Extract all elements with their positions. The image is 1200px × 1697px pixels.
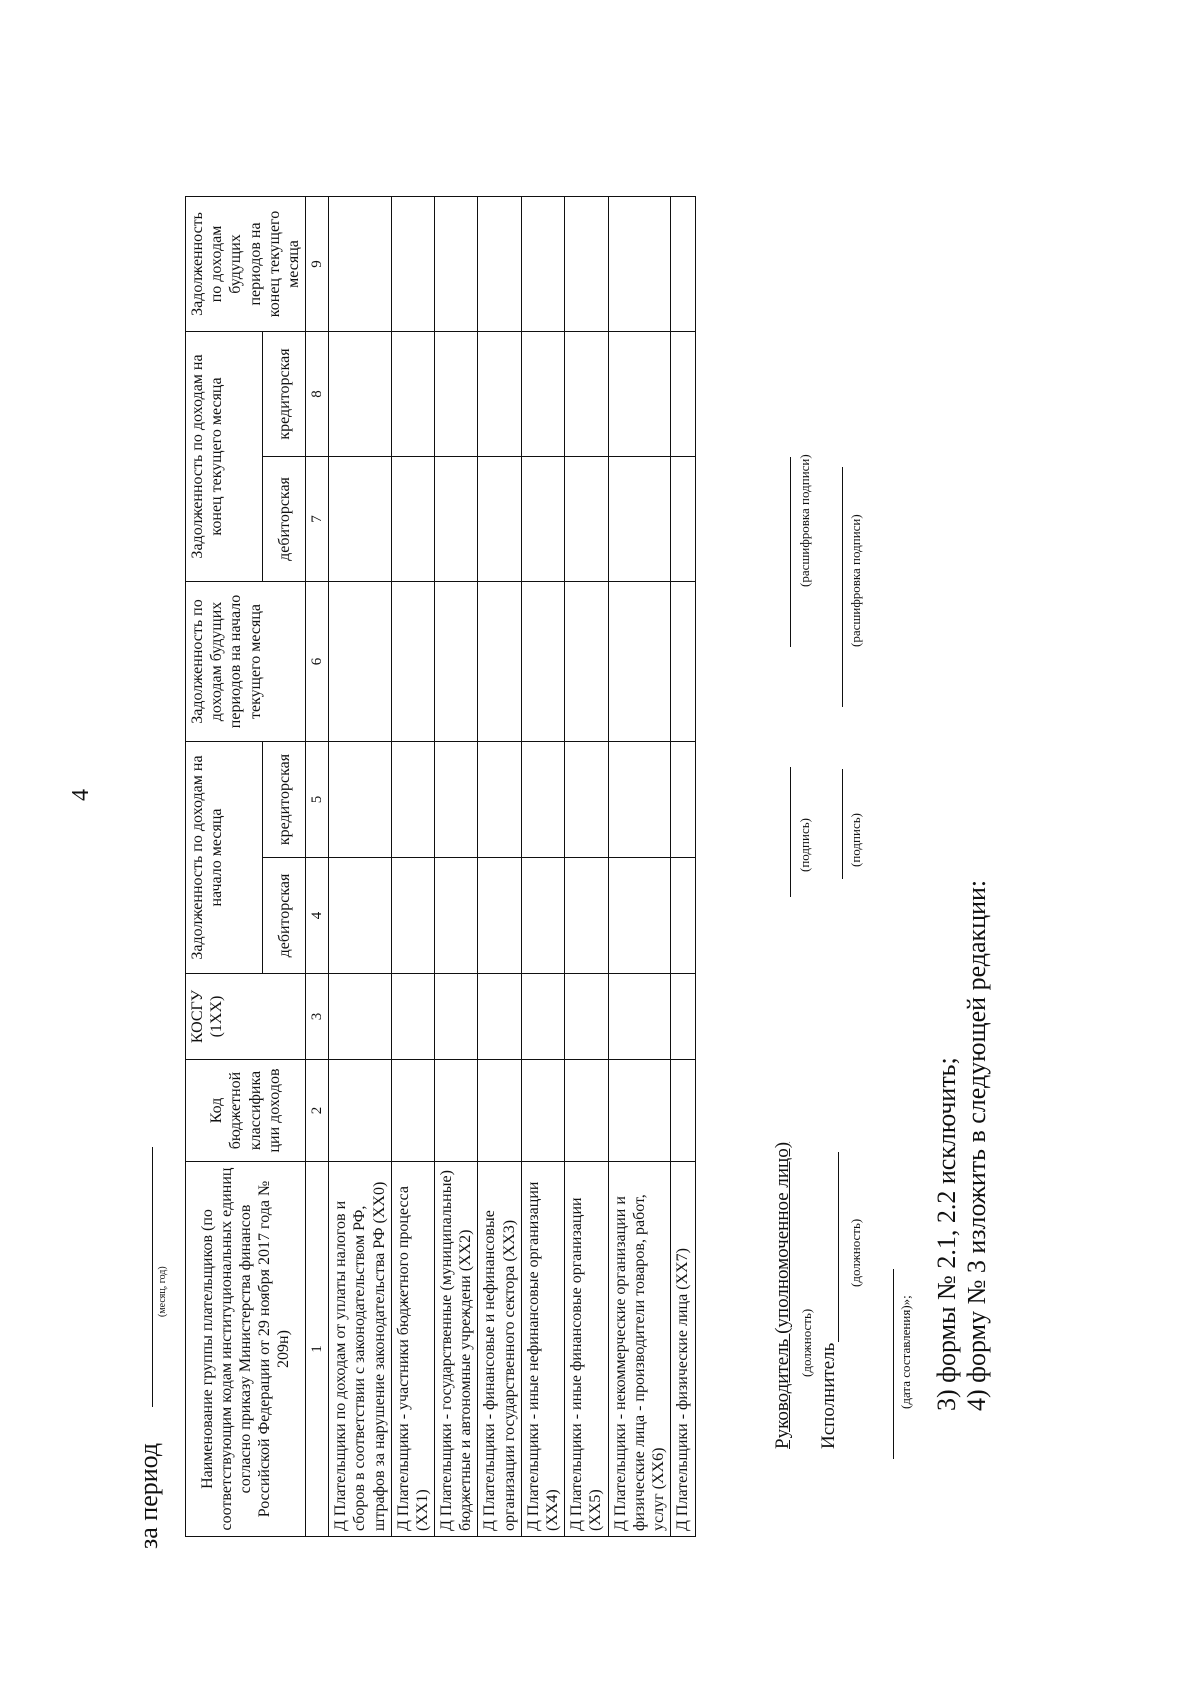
header-end-debit: дебиторская <box>263 456 306 581</box>
executor-decoding-line <box>842 467 843 707</box>
table-row <box>435 196 478 1536</box>
row-name: Д Плательщики - участники бюджетного процесса (ХХ1) <box>391 1162 434 1537</box>
column-number: 2 <box>306 1060 329 1162</box>
header-kosgu: КОСГУ (1ХХ) <box>186 974 306 1060</box>
column-number: 9 <box>306 196 329 331</box>
date-caption: (дата составления)»; <box>898 1295 913 1409</box>
period-label: за период <box>134 1442 163 1549</box>
column-numbers-row <box>306 196 329 1536</box>
item-3: 3) формы № 2.1, 2.2 исключить; <box>932 1057 961 1411</box>
column-number: 1 <box>306 1162 329 1537</box>
date-line <box>893 1269 894 1459</box>
table-row <box>671 196 696 1536</box>
header-debt-end: Задолженность по доходам на конец текущего месяца <box>186 331 263 581</box>
header-budget-code: Код бюджетной классифика ции доходов <box>186 1060 306 1162</box>
table-row <box>329 196 392 1536</box>
column-number: 3 <box>306 974 329 1060</box>
head-label: Руководитель (уполномоченное лицо) <box>772 1141 793 1449</box>
row-name: Д Плательщики - финансовые и нефинансовые организации государственного сектора (ХХ3) <box>478 1162 521 1537</box>
executor-position-line <box>838 1152 839 1342</box>
column-number: 7 <box>306 456 329 581</box>
column-number: 4 <box>306 858 329 974</box>
header-start-debit: дебиторская <box>263 858 306 974</box>
executor-label: Исполнитель <box>818 1342 839 1449</box>
header-future-end: Задолженность по доходам будущих периодов на конец текущего месяца <box>186 196 306 331</box>
executor-decoding-caption: (расшифровка подписи) <box>848 514 863 647</box>
column-number: 8 <box>306 331 329 456</box>
executor-signature-caption: (подпись) <box>848 813 863 867</box>
table-row <box>478 196 521 1536</box>
row-name: Д Плательщики - государственные (муниципальные) бюджетные и автономные учреждени (ХХ2) <box>435 1162 478 1537</box>
executor-signature-line <box>842 769 843 879</box>
head-position-caption: (должность) <box>799 1308 814 1377</box>
header-start-credit: кредиторская <box>263 741 306 857</box>
row-name: Д Плательщики - иные финансовые организации (ХХ5) <box>565 1162 608 1537</box>
debt-table <box>185 196 696 1537</box>
period-sublabel: (месяц, год) <box>157 1266 168 1317</box>
table-row <box>391 196 434 1536</box>
period-input-line <box>152 1147 153 1407</box>
table-row <box>521 196 564 1536</box>
header-future-start: Задолженность по доходам будущих периодов на начало текущего месяца <box>186 581 306 741</box>
item-4: 4) форму № 3 изложить в следующей редакции: <box>962 879 991 1411</box>
row-name: Д Плательщики - физические лица (ХХ7) <box>671 1162 696 1537</box>
executor-position-caption: (должность) <box>848 1218 863 1287</box>
page-number: 4 <box>68 789 94 801</box>
row-name: Д Плательщики - некоммерческие организации и физические лица - производители товаров, работ, услуг (ХХ6) <box>608 1162 671 1537</box>
column-number: 5 <box>306 741 329 857</box>
table-row <box>565 196 608 1536</box>
header-payer-group: Наименование группы плательщиков (по соответствующим кодам институциональных единиц согласно приказу Министерства финансов Российской Федерации от 29 ноября 2017 года № 209н) <box>186 1162 306 1537</box>
row-name: Д Плательщики - иные нефинансовые организации (ХХ4) <box>521 1162 564 1537</box>
table-row <box>608 196 671 1536</box>
row-name: Д Плательщики по доходам от уплаты налогов и сборов в соответствии с законодательством РФ, штрафов за нарушение законодательства РФ (ХХ0) <box>329 1162 392 1537</box>
head-signature-caption: (подпись) <box>797 818 812 872</box>
header-debt-start: Задолженность по доходам на начало месяца <box>186 741 263 973</box>
column-number: 6 <box>306 581 329 741</box>
head-decoding-line <box>790 457 791 647</box>
header-end-credit: кредиторская <box>263 331 306 456</box>
head-decoding-caption: (расшифровка подписи) <box>797 454 812 587</box>
head-signature-line <box>790 767 791 897</box>
